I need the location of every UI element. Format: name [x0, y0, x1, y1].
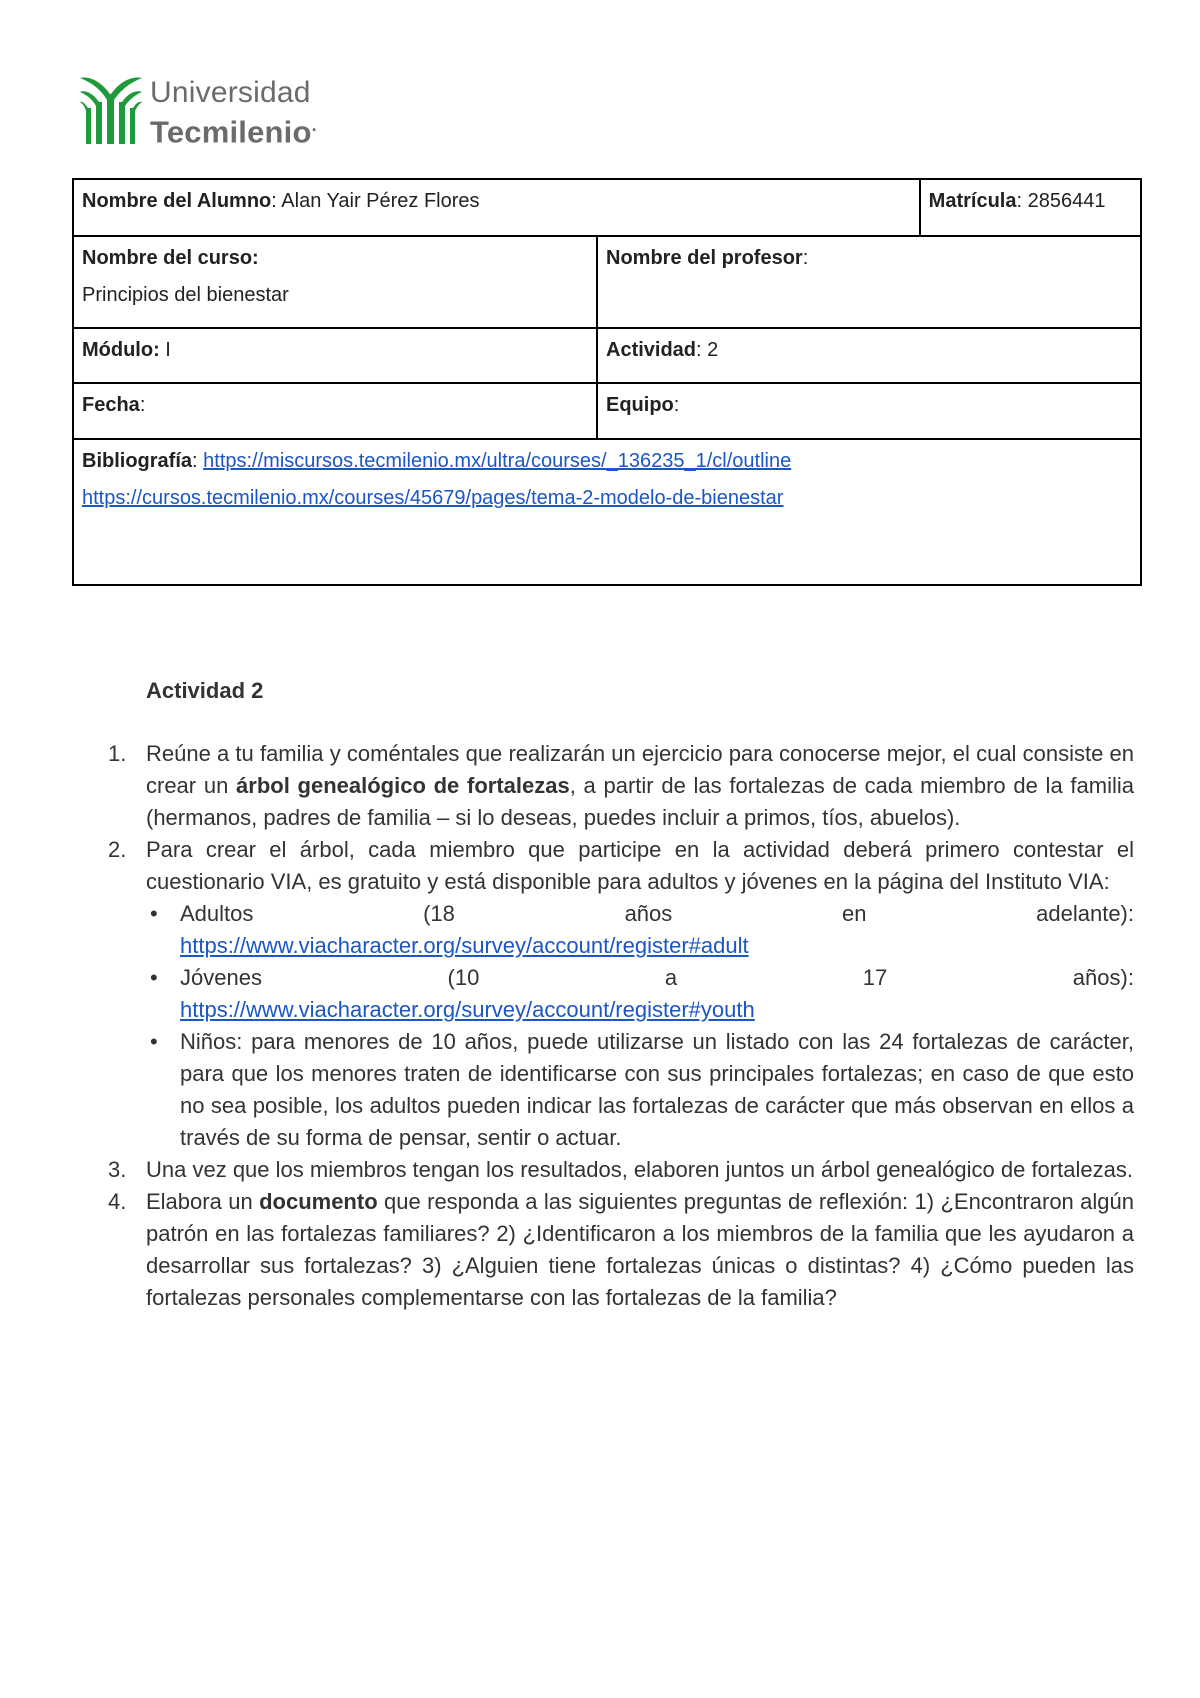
step-4-bold: documento [259, 1189, 378, 1214]
ninos-text: Niños: para menores de 10 años, puede utilizarse un listado con las 24 fortalezas de carácter, para que los menores traten de identificarse con sus principales fortalezas; en caso de que esto no sea posible, los adultos pueden indicar las fortalezas de carácter que más observan en ellos a través de su forma de pensar, sentir o actuar. [180, 1029, 1134, 1150]
step-1-number: 1. [108, 741, 127, 766]
bibliografia-sep: : [192, 450, 204, 472]
step-2-number: 2. [108, 837, 127, 862]
step-1 [108, 738, 1134, 834]
alumno-label: Nombre del Alumno [82, 190, 272, 212]
step-2 [108, 834, 1134, 898]
cell-bibliografia [73, 439, 1141, 585]
bullet-glyph: • [150, 1029, 158, 1054]
step-1-bold: árbol genealógico de fortalezas [236, 773, 570, 798]
tecmilenio-leaves-icon [80, 74, 142, 144]
via-youth-link[interactable]: https://www.viacharacter.org/survey/account/register#youth [180, 997, 755, 1022]
cell-fecha [73, 383, 597, 439]
cell-profesor [597, 236, 1141, 328]
bullet-glyph: • [150, 965, 158, 990]
matricula-label: Matrícula [928, 190, 1017, 212]
fecha-value: : [139, 394, 146, 416]
cell-curso [73, 236, 597, 328]
bibliografia-label: Bibliografía [82, 450, 193, 472]
bullet-jovenes [108, 962, 1134, 1026]
step-2-bullets [108, 898, 1134, 1154]
jovenes-w1: (10 [447, 965, 480, 990]
curso-value: Principios del bienestar [82, 284, 289, 306]
activity-title: Actividad 2 [146, 678, 264, 703]
adultos-w2: años [624, 901, 673, 926]
actividad-label: Actividad [606, 339, 697, 361]
logo-line-universidad: Universidad [150, 76, 311, 109]
step-4-number: 4. [108, 1189, 127, 1214]
equipo-label: Equipo [606, 394, 674, 416]
cell-actividad [597, 328, 1141, 383]
jovenes-line [180, 962, 1134, 994]
cell-matricula [920, 179, 1141, 236]
step-2-bullets-wrap [108, 898, 1134, 1154]
logo-line-tecmilenio [150, 108, 317, 149]
jovenes-w2: a [664, 965, 678, 990]
adultos-w3: en [841, 901, 867, 926]
bullet-ninos [108, 1026, 1134, 1154]
step-3-text: Una vez que los miembros tengan los resultados, elaboren juntos un árbol genealógico de fortalezas. [146, 1157, 1133, 1182]
bibliografia-link-1[interactable]: https://miscursos.tecmilenio.mx/ultra/courses/_136235_1/cl/outline [203, 450, 792, 472]
activity-steps [108, 738, 1134, 1314]
step-3 [108, 1154, 1134, 1186]
student-info-table [72, 178, 1142, 586]
equipo-value: : [673, 394, 680, 416]
step-4 [108, 1186, 1134, 1314]
curso-label: Nombre del curso: [82, 247, 259, 269]
jovenes-w0: Jóvenes [180, 965, 262, 990]
jovenes-w3: 17 [862, 965, 888, 990]
actividad-value: : 2 [696, 339, 719, 361]
step-2-text: Para crear el árbol, cada miembro que participe en la actividad deberá primero contestar el cuestionario VIA, es gratuito y está disponible para adultos y jóvenes en la página del Instituto VIA: [146, 837, 1134, 894]
profesor-value: : [802, 247, 809, 269]
adultos-w1: (18 [423, 901, 455, 926]
step-1-text [146, 738, 1134, 834]
logo-line-tecmilenio-text: Tecmilenio [150, 114, 312, 150]
adultos-w4: adelante): [1036, 901, 1134, 926]
step-4-text-a: Elabora un [146, 1189, 260, 1214]
modulo-label: Módulo: [82, 339, 160, 361]
matricula-value: : 2856441 [1016, 190, 1106, 212]
step-3-number: 3. [108, 1157, 127, 1182]
jovenes-w4: años): [1072, 965, 1134, 990]
cell-modulo [73, 328, 597, 383]
fecha-label: Fecha [82, 394, 140, 416]
step-1-text-b: , a partir de las fortalezas de cada miembro de la familia (hermanos, padres de familia – si lo deseas, puedes incluir a primos, tíos, abuelos). [146, 773, 1134, 830]
bullet-glyph: • [150, 901, 158, 926]
logo-wordmark [150, 78, 317, 149]
step-4-text-b: que responda a las siguientes preguntas de reflexión: 1) ¿Encontraron algún patrón en las fortalezas familiares? 2) ¿Identificaron a los miembros de la familia que les ayudaron a desarrollar sus fortalezas? 3) ¿Alguien tiene fortalezas únicas o distintas? 4) ¿Cómo pueden las fortalezas personales complementarse con las fortalezas de la familia? [146, 1189, 1134, 1310]
cell-alumno [73, 179, 920, 236]
cell-equipo [597, 383, 1141, 439]
profesor-label: Nombre del profesor [606, 247, 803, 269]
bibliografia-link-2[interactable]: https://cursos.tecmilenio.mx/courses/45679/pages/tema-2-modelo-de-bienestar [82, 487, 784, 509]
bullet-adultos [108, 898, 1134, 962]
alumno-value: : Alan Yair Pérez Flores [271, 190, 480, 212]
via-adult-link[interactable]: https://www.viacharacter.org/survey/account/register#adult [180, 933, 749, 958]
adultos-w0: Adultos [180, 901, 254, 926]
adultos-line [180, 898, 1134, 930]
modulo-value: I [159, 339, 171, 361]
registered-dot: . [311, 115, 317, 135]
step-4-text [146, 1186, 1134, 1314]
step-1-text-a: Reúne a tu familia y coméntales que realizarán un ejercicio para conocerse mejor, el cual consiste en crear un [146, 741, 1134, 798]
